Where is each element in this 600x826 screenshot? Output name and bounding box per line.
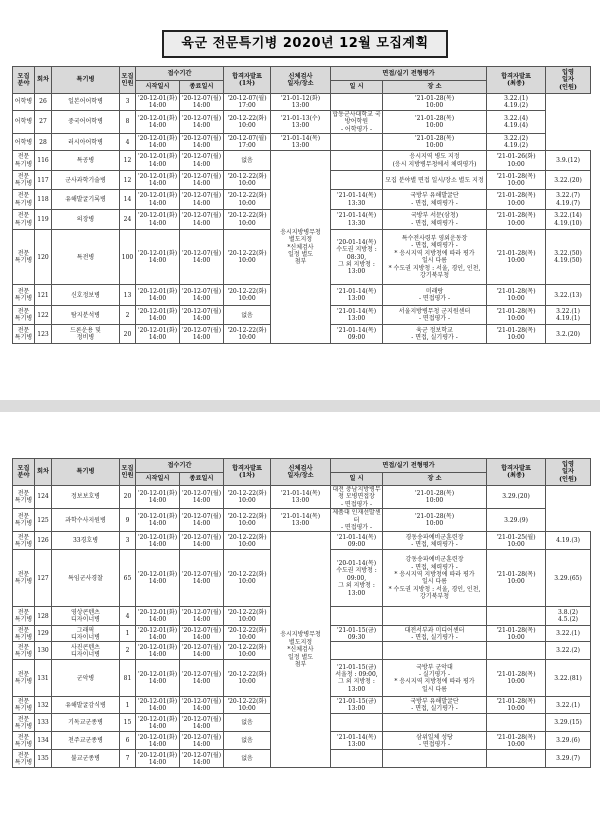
branch-cell: 전문 특기병 xyxy=(13,532,35,550)
branch-cell: 전문 특기병 xyxy=(13,306,35,325)
specialty-cell: 의장병 xyxy=(52,210,120,230)
table-row xyxy=(13,111,591,134)
enlist-date-cell: 3.2.(20) xyxy=(546,325,591,344)
interview-place-cell: 서울지방병무청 군지원센터 - 면접평가 - xyxy=(383,306,487,325)
specialty-cell: 그래픽 디자이너병 xyxy=(52,626,120,642)
round-number-cell: 28 xyxy=(35,134,52,151)
interview-date-cell xyxy=(331,642,383,660)
enlist-date-cell: 3.9.(12) xyxy=(546,151,591,171)
apply-end-cell: '20-12-07(월) 14:00 xyxy=(180,607,224,626)
first-pass-date-cell: '20-12-22(화) 10:00 xyxy=(224,509,271,532)
final-pass-date-cell: '21-01-28(목) 10:00 xyxy=(383,486,487,509)
final-pass-date-cell: '21-01-28(목) 10:00 xyxy=(487,285,546,306)
first-pass-date-cell: 없음 xyxy=(224,151,271,171)
round-number-cell: 119 xyxy=(35,210,52,230)
document-page-2 xyxy=(0,412,600,826)
header-end: 종료일시 xyxy=(180,81,224,94)
interview-place-cell xyxy=(383,714,487,732)
enlist-date-cell: 3.22.(14) 4.19.(10) xyxy=(546,210,591,230)
branch-cell: 전문 특기병 xyxy=(13,750,35,768)
apply-start-cell: '20-12-01(화) 14:00 xyxy=(136,626,180,642)
interview-date-cell: '21-01-14(목) 09:00 xyxy=(331,532,383,550)
branch-cell: 전문 특기병 xyxy=(13,230,35,285)
specialty-cell: 탐지분석병 xyxy=(52,306,120,325)
interview-date-cell: '21-01-12(화) 13:00 xyxy=(271,94,331,111)
recruit-count-cell: 100 xyxy=(120,230,136,285)
first-pass-date-cell: '20-12-22(화) 10:00 xyxy=(224,697,271,714)
branch-cell: 전문 특기병 xyxy=(13,509,35,532)
interview-date-cell xyxy=(331,714,383,732)
round-number-cell: 121 xyxy=(35,285,52,306)
enlist-date-cell: 3.29.(65) xyxy=(546,550,591,607)
interview-date-cell: '21-01-14(목) 13:00 xyxy=(271,509,331,532)
header-final: 합격자발표 (최종) xyxy=(487,459,546,486)
interview-place-cell: 국방부 유해발굴단 - 면접, 체력평가 - xyxy=(383,190,487,210)
branch-cell: 전문 특기병 xyxy=(13,285,35,306)
header-specialty: 특기병 xyxy=(52,459,120,486)
final-pass-date-cell xyxy=(487,607,546,626)
round-number-cell: 131 xyxy=(35,660,52,697)
interview-place-cell xyxy=(383,607,487,626)
apply-start-cell: '20-12-01(화) 14:00 xyxy=(136,325,180,344)
interview-place-cell xyxy=(383,750,487,768)
branch-cell: 전문 특기병 xyxy=(13,697,35,714)
apply-end-cell: '20-12-07(월) 14:00 xyxy=(180,285,224,306)
final-pass-date-cell: '21-01-25(월) 10:00 xyxy=(487,532,546,550)
interview-date-cell xyxy=(331,750,383,768)
enlist-date-cell: 3.22.(7) 4.19.(7) xyxy=(546,190,591,210)
apply-start-cell: '20-12-01(화) 14:00 xyxy=(136,230,180,285)
branch-cell: 전문 특기병 xyxy=(13,732,35,750)
interview-place-cell: 합동군사대학교 국방어학원 - 어학평가 - xyxy=(332,111,381,133)
specialty-cell: 특공병 xyxy=(52,151,120,171)
apply-start-cell: '20-12-01(화) 14:00 xyxy=(136,134,180,151)
first-pass-date-cell: '20-12-07(월) 17:00 xyxy=(224,94,271,111)
apply-start-cell: '20-12-01(화) 14:00 xyxy=(136,550,180,607)
apply-start-cell: '20-12-01(화) 14:00 xyxy=(136,697,180,714)
specialty-cell: 드론운용 및 정비병 xyxy=(52,325,120,344)
first-pass-date-cell: '20-12-07(월) 17:00 xyxy=(224,134,271,151)
final-pass-date-cell: '21-01-28(목) 10:00 xyxy=(487,626,546,642)
header-branch: 모집 분야 xyxy=(13,459,35,486)
recruit-count-cell: 14 xyxy=(120,190,136,210)
header-place: 장 소 xyxy=(383,81,487,94)
header-pass1: 합격자발표 (1차) xyxy=(224,67,271,94)
enlist-date-cell: 3.22.(50) 4.19.(50) xyxy=(546,230,591,285)
specialty-cell: 불교군종병 xyxy=(52,750,120,768)
final-pass-date-cell: '21-01-28(목) 10:00 xyxy=(487,210,546,230)
apply-end-cell: '20-12-07(월) 14:00 xyxy=(180,697,224,714)
apply-end-cell: '20-12-07(월) 14:00 xyxy=(180,151,224,171)
first-pass-date-cell: '20-12-22(화) 10:00 xyxy=(224,210,271,230)
recruit-count-cell: 3 xyxy=(120,94,136,111)
apply-end-cell: '20-12-07(월) 14:00 xyxy=(180,660,224,697)
specialty-cell: 기독교군종병 xyxy=(52,714,120,732)
specialty-cell: 특전병 xyxy=(52,230,120,285)
interview-place-cell xyxy=(331,134,383,151)
interview-place-cell: 대전서부과 미디어센터 - 면접, 실기평가 - xyxy=(383,626,487,642)
interview-date-cell xyxy=(331,607,383,626)
specialty-cell: 특임군사경찰 xyxy=(52,550,120,607)
first-pass-date-cell: 없음 xyxy=(224,714,271,732)
header-pass1: 합격자발표 (1차) xyxy=(224,459,271,486)
recruit-count-cell: 6 xyxy=(120,732,136,750)
recruit-count-cell: 15 xyxy=(120,714,136,732)
recruit-count-cell: 65 xyxy=(120,550,136,607)
enlist-date-cell: 3.22.(13) xyxy=(546,285,591,306)
enlist-date-cell: 3.22.(1) xyxy=(546,697,591,714)
final-pass-date-cell: '21-01-28(목) 10:00 xyxy=(487,190,546,210)
apply-start-cell: '20-12-01(화) 14:00 xyxy=(136,732,180,750)
enlist-date-cell: 3.22.(2) xyxy=(546,642,591,660)
specialty-cell: 중국어어학병 xyxy=(52,111,120,134)
enlist-date-cell: 3.29.(20) xyxy=(487,486,546,509)
table-row xyxy=(13,151,591,171)
recruit-count-cell: 2 xyxy=(120,306,136,325)
apply-end-cell: '20-12-07(월) 14:00 xyxy=(180,111,224,134)
apply-end-cell: '20-12-07(월) 14:00 xyxy=(180,642,224,660)
branch-cell: 어학병 xyxy=(13,134,35,151)
first-pass-date-cell: '20-12-22(화) 10:00 xyxy=(224,111,271,134)
branch-cell: 어학병 xyxy=(13,94,35,111)
final-pass-date-cell xyxy=(487,714,546,732)
round-number-cell: 132 xyxy=(35,697,52,714)
apply-start-cell: '20-12-01(화) 14:00 xyxy=(136,607,180,626)
enlist-date-cell: 3.22.(1) xyxy=(546,626,591,642)
apply-start-cell: '20-12-01(화) 14:00 xyxy=(136,750,180,768)
recruit-count-cell: 4 xyxy=(120,134,136,151)
final-pass-date-cell: '21-01-28(목) 10:00 xyxy=(487,306,546,325)
interview-place-cell: 미래랑 - 면접평가 - xyxy=(383,285,487,306)
header-start: 시작일시 xyxy=(136,473,180,486)
apply-end-cell: '20-12-07(월) 14:00 xyxy=(180,509,224,532)
recruitment-table-2 xyxy=(12,458,591,768)
interview-place-cell: 대전 충남지방병무청 모병면접장 - 면접평가 - xyxy=(332,486,381,508)
page-title: 육군 전문특기병 2020년 12월 모집계획 xyxy=(162,30,448,58)
final-pass-date-cell: '21-01-28(목) 10:00 xyxy=(383,111,487,134)
round-number-cell: 123 xyxy=(35,325,52,344)
interview-place-cell: 응시지역 병도 지정 (응시 지방병무청에서 체력평가) xyxy=(383,151,487,171)
header-date: 일 시 xyxy=(331,473,383,486)
interview-date-cell xyxy=(331,151,383,171)
apply-start-cell: '20-12-01(화) 14:00 xyxy=(136,486,180,509)
apply-start-cell: '20-12-01(화) 14:00 xyxy=(136,714,180,732)
apply-end-cell: '20-12-07(월) 14:00 xyxy=(180,714,224,732)
interview-date-cell: '21-01-15(금) 서울청 : 09:00, 그 외 지방청 : 13:00 xyxy=(331,660,383,697)
specialty-cell: 천주교군종병 xyxy=(52,732,120,750)
enlist-date-cell: 3.22.(81) xyxy=(546,660,591,697)
apply-start-cell: '20-12-01(화) 14:00 xyxy=(136,94,180,111)
physical-exam-cell: 응시지방병무청 별도지정 *신체검사 일정 별도 첨부 xyxy=(271,151,331,344)
interview-date-cell: '21-01-14(목) 13:00 xyxy=(331,732,383,750)
enlist-date-cell: 3.8.(2) 4.5.(2) xyxy=(546,607,591,626)
final-pass-date-cell: '21-01-28(목) 10:00 xyxy=(487,697,546,714)
apply-end-cell: '20-12-07(월) 14:00 xyxy=(180,190,224,210)
specialty-cell: 영상콘텐츠 디자이너병 xyxy=(52,607,120,626)
branch-cell: 전문 특기병 xyxy=(13,642,35,660)
interview-date-cell: '21-01-13(수) 13:00 xyxy=(271,111,331,134)
final-pass-date-cell: '21-01-28(목) 10:00 xyxy=(487,230,546,285)
table-row xyxy=(13,134,591,151)
apply-end-cell: '20-12-07(월) 14:00 xyxy=(180,486,224,509)
specialty-cell: 일본어어학병 xyxy=(52,94,120,111)
round-number-cell: 129 xyxy=(35,626,52,642)
interview-place-cell xyxy=(383,642,487,660)
header-physical: 신체검사 일자/장소 xyxy=(271,67,331,94)
final-pass-date-cell: '21-01-28(목) 10:00 xyxy=(383,94,487,111)
first-pass-date-cell: '20-12-22(화) 10:00 xyxy=(224,550,271,607)
round-number-cell: 125 xyxy=(35,509,52,532)
recruit-count-cell: 20 xyxy=(120,486,136,509)
apply-end-cell: '20-12-07(월) 14:00 xyxy=(180,550,224,607)
apply-start-cell: '20-12-01(화) 14:00 xyxy=(136,306,180,325)
table-row xyxy=(13,486,591,509)
final-pass-date-cell: '21-01-28(목) 10:00 xyxy=(487,550,546,607)
recruit-count-cell: 12 xyxy=(120,171,136,190)
apply-end-cell: '20-12-07(월) 14:00 xyxy=(180,732,224,750)
recruit-count-cell: 8 xyxy=(120,111,136,134)
round-number-cell: 27 xyxy=(35,111,52,134)
enlist-date-cell: 3.29.(9) xyxy=(487,509,546,532)
final-pass-date-cell: '21-01-28(목) 10:00 xyxy=(383,509,487,532)
round-number-cell: 124 xyxy=(35,486,52,509)
header-application: 접수기간 xyxy=(136,67,224,81)
recruit-count-cell: 3 xyxy=(120,532,136,550)
apply-start-cell: '20-12-01(화) 14:00 xyxy=(136,285,180,306)
enlist-date-cell: 3.22.(2) 4.19.(2) xyxy=(487,134,546,151)
header-enlist: 입영 일자 (인원) xyxy=(546,67,591,94)
apply-start-cell: '20-12-01(화) 14:00 xyxy=(136,151,180,171)
round-number-cell: 118 xyxy=(35,190,52,210)
apply-start-cell: '20-12-01(화) 14:00 xyxy=(136,532,180,550)
enlist-date-cell: 4.19.(3) xyxy=(546,532,591,550)
branch-cell: 전문 특기병 xyxy=(13,626,35,642)
interview-place-cell xyxy=(331,94,383,111)
apply-end-cell: '20-12-07(월) 14:00 xyxy=(180,532,224,550)
first-pass-date-cell: '20-12-22(화) 10:00 xyxy=(224,230,271,285)
specialty-cell: 과학수사지원병 xyxy=(52,509,120,532)
interview-date-cell: '21-01-14(목) 13:00 xyxy=(331,285,383,306)
apply-end-cell: '20-12-07(월) 14:00 xyxy=(180,134,224,151)
round-number-cell: 135 xyxy=(35,750,52,768)
first-pass-date-cell: '20-12-22(화) 10:00 xyxy=(224,171,271,190)
branch-cell: 전문 특기병 xyxy=(13,486,35,509)
first-pass-date-cell: '20-12-22(화) 10:00 xyxy=(224,325,271,344)
enlist-date-cell: 3.22.(20) xyxy=(546,171,591,190)
recruit-count-cell: 24 xyxy=(120,210,136,230)
final-pass-date-cell: '21-01-28(목) 10:00 xyxy=(383,134,487,151)
first-pass-date-cell: '20-12-22(화) 10:00 xyxy=(224,660,271,697)
enlist-date-cell: 3.29.(15) xyxy=(546,714,591,732)
enlist-date-cell: 3.29.(7) xyxy=(546,750,591,768)
first-pass-date-cell: '20-12-22(화) 10:00 xyxy=(224,607,271,626)
header-branch: 모집 분야 xyxy=(13,67,35,94)
header-end: 종료일시 xyxy=(180,473,224,486)
apply-end-cell: '20-12-07(월) 14:00 xyxy=(180,626,224,642)
first-pass-date-cell: '20-12-22(화) 10:00 xyxy=(224,626,271,642)
first-pass-date-cell: 없음 xyxy=(224,306,271,325)
header-interview: 면접/실기 전형평가 xyxy=(331,67,487,81)
interview-date-cell: '21-01-14(목) 13:30 xyxy=(331,210,383,230)
specialty-cell: 신호정보병 xyxy=(52,285,120,306)
header-specialty: 특기병 xyxy=(52,67,120,94)
interview-date-cell: '21-01-14(목) 09:00 xyxy=(331,325,383,344)
interview-date-cell: '20-01-14(목) 수도권 지방청 : 09:00, 그 외 지방청 : 13:00 xyxy=(331,550,383,607)
apply-end-cell: '20-12-07(월) 14:00 xyxy=(180,94,224,111)
interview-place-cell: 국방부 유해발굴단 - 면접, 실기평가 - xyxy=(383,697,487,714)
apply-end-cell: '20-12-07(월) 14:00 xyxy=(180,210,224,230)
recruit-count-cell: 81 xyxy=(120,660,136,697)
branch-cell: 전문 특기병 xyxy=(13,550,35,607)
round-number-cell: 133 xyxy=(35,714,52,732)
recruit-count-cell: 1 xyxy=(120,697,136,714)
header-enlist: 입영 일자 (인원) xyxy=(546,459,591,486)
interview-date-cell: '20-01-14(목) 수도권 지방청 : 08:30, 그 외 지방청 : 13:00 xyxy=(331,230,383,285)
apply-start-cell: '20-12-01(화) 14:00 xyxy=(136,660,180,697)
interview-place-cell: 육군 정보학교 - 면접, 실기평가 - xyxy=(383,325,487,344)
first-pass-date-cell: '20-12-22(화) 10:00 xyxy=(224,642,271,660)
branch-cell: 전문 특기병 xyxy=(13,151,35,171)
interview-place-cell: 삼위일체 성당 - 면접평가 - xyxy=(383,732,487,750)
specialty-cell: 러시아어학병 xyxy=(52,134,120,151)
first-pass-date-cell: 없음 xyxy=(224,732,271,750)
final-pass-date-cell xyxy=(487,750,546,768)
round-number-cell: 130 xyxy=(35,642,52,660)
enlist-date-cell: 3.22.(1) 4.19.(1) xyxy=(546,306,591,325)
apply-start-cell: '20-12-01(화) 14:00 xyxy=(136,509,180,532)
final-pass-date-cell: '21-01-28(목) 10:00 xyxy=(487,171,546,190)
header-physical: 신체검사 일자/장소 xyxy=(271,459,331,486)
branch-cell: 전문 특기병 xyxy=(13,714,35,732)
document-page-1 xyxy=(0,0,600,400)
final-pass-date-cell: '21-01-28(목) 10:00 xyxy=(487,732,546,750)
interview-place-cell: 국방부 서문(삼청) - 면접, 체력평가 - xyxy=(383,210,487,230)
round-number-cell: 122 xyxy=(35,306,52,325)
round-number-cell: 117 xyxy=(35,171,52,190)
interview-place-cell: 국방부 군악대 - 실기평가 - * 응시지역 지방청에 따라 평가 일시 다름 xyxy=(383,660,487,697)
apply-end-cell: '20-12-07(월) 14:00 xyxy=(180,230,224,285)
branch-cell: 전문 특기병 xyxy=(13,325,35,344)
apply-end-cell: '20-12-07(월) 14:00 xyxy=(180,171,224,190)
recruitment-table-1 xyxy=(12,66,591,344)
interview-date-cell: '21-01-14(목) 13:00 xyxy=(271,486,331,509)
round-number-cell: 26 xyxy=(35,94,52,111)
final-pass-date-cell: '21-01-28(목) 10:00 xyxy=(487,325,546,344)
round-number-cell: 128 xyxy=(35,607,52,626)
round-number-cell: 120 xyxy=(35,230,52,285)
first-pass-date-cell: 없음 xyxy=(224,750,271,768)
interview-date-cell: '21-01-14(목) 13:00 xyxy=(331,306,383,325)
interview-place-cell: 경동송파예비군훈련장 - 면접, 체력평가 - xyxy=(383,532,487,550)
round-number-cell: 116 xyxy=(35,151,52,171)
recruit-count-cell: 2 xyxy=(120,642,136,660)
apply-end-cell: '20-12-07(월) 14:00 xyxy=(180,306,224,325)
recruit-count-cell: 9 xyxy=(120,509,136,532)
branch-cell: 전문 특기병 xyxy=(13,190,35,210)
table-row xyxy=(13,94,591,111)
apply-end-cell: '20-12-07(월) 14:00 xyxy=(180,750,224,768)
round-number-cell: 126 xyxy=(35,532,52,550)
header-final: 합격자발표 (최종) xyxy=(487,67,546,94)
recruit-count-cell: 13 xyxy=(120,285,136,306)
apply-start-cell: '20-12-01(화) 14:00 xyxy=(136,210,180,230)
specialty-cell: 군악병 xyxy=(52,660,120,697)
round-number-cell: 127 xyxy=(35,550,52,607)
recruit-count-cell: 1 xyxy=(120,626,136,642)
first-pass-date-cell: '20-12-22(화) 10:00 xyxy=(224,532,271,550)
table-row xyxy=(13,532,591,550)
specialty-cell: 정보보호병 xyxy=(52,486,120,509)
specialty-cell: 33경호병 xyxy=(52,532,120,550)
interview-place-cell: 제품대 인재선발센터 - 면접평가 - xyxy=(332,509,381,532)
apply-start-cell: '20-12-01(화) 14:00 xyxy=(136,190,180,210)
header-interview: 면접/실기 전형평가 xyxy=(331,459,487,473)
header-count: 모집 인원 xyxy=(120,459,136,486)
round-number-cell: 134 xyxy=(35,732,52,750)
specialty-cell: 사진콘텐츠 디자이너병 xyxy=(52,642,120,660)
header-count: 모집 인원 xyxy=(120,67,136,94)
header-num: 회차 xyxy=(35,459,52,486)
apply-start-cell: '20-12-01(화) 14:00 xyxy=(136,111,180,134)
final-pass-date-cell: '21-01-26(화) 10:00 xyxy=(487,151,546,171)
interview-place-cell: 모집 분야별 면접 일시/장소 별도 지정 xyxy=(383,171,487,190)
final-pass-date-cell: '21-01-28(목) 10:00 xyxy=(487,660,546,697)
enlist-date-cell: 3.29.(6) xyxy=(546,732,591,750)
first-pass-date-cell: '20-12-22(화) 10:00 xyxy=(224,190,271,210)
recruit-count-cell: 20 xyxy=(120,325,136,344)
branch-cell: 전문 특기병 xyxy=(13,171,35,190)
specialty-cell: 유해발굴기록병 xyxy=(52,190,120,210)
header-place: 장 소 xyxy=(383,473,487,486)
interview-place-cell: 강동송파예비군훈련장 - 면접, 체력평가 - * 응시지역 지방청에 따라 평가 일시 다름 * 수도권 지방청 : 서울, 경인, 인천, 강기북부청 xyxy=(383,550,487,607)
final-pass-date-cell xyxy=(487,642,546,660)
branch-cell: 전문 특기병 xyxy=(13,607,35,626)
apply-start-cell: '20-12-01(화) 14:00 xyxy=(136,642,180,660)
interview-date-cell: '21-01-14(목) 13:00 xyxy=(271,134,331,151)
recruit-count-cell: 12 xyxy=(120,151,136,171)
physical-exam-cell: 응시지방병무청 별도지정 *신체검사 일정 별도 첨부 xyxy=(271,532,331,768)
interview-date-cell: '21-01-14(목) 13:30 xyxy=(331,190,383,210)
recruit-count-cell: 7 xyxy=(120,750,136,768)
enlist-date-cell: 3.22.(4) 4.19.(4) xyxy=(487,111,546,134)
first-pass-date-cell: '20-12-22(화) 10:00 xyxy=(224,486,271,509)
interview-date-cell: '21-01-15(금) 13:00 xyxy=(331,697,383,714)
first-pass-date-cell: '20-12-22(화) 10:00 xyxy=(224,285,271,306)
interview-date-cell xyxy=(331,171,383,190)
interview-place-cell: 특수전사령부 영외운동장 - 면접, 체력평가 - * 응시지역 지방청에 따라 평가 일시 다름 * 수도권 지방청 : 서울, 경인, 인천, 강기북부청 xyxy=(383,230,487,285)
table-row xyxy=(13,509,591,532)
branch-cell: 어학병 xyxy=(13,111,35,134)
branch-cell: 전문 특기병 xyxy=(13,660,35,697)
specialty-cell: 군사과학기술병 xyxy=(52,171,120,190)
header-date: 일 시 xyxy=(331,81,383,94)
branch-cell: 전문 특기병 xyxy=(13,210,35,230)
header-start: 시작일시 xyxy=(136,81,180,94)
recruit-count-cell: 4 xyxy=(120,607,136,626)
apply-end-cell: '20-12-07(월) 14:00 xyxy=(180,325,224,344)
specialty-cell: 유해발굴감식병 xyxy=(52,697,120,714)
header-num: 회차 xyxy=(35,67,52,94)
interview-date-cell: '21-01-15(금) 09:30 xyxy=(331,626,383,642)
header-application: 접수기간 xyxy=(136,459,224,473)
enlist-date-cell: 3.22.(1) 4.19.(2) xyxy=(487,94,546,111)
apply-start-cell: '20-12-01(화) 14:00 xyxy=(136,171,180,190)
